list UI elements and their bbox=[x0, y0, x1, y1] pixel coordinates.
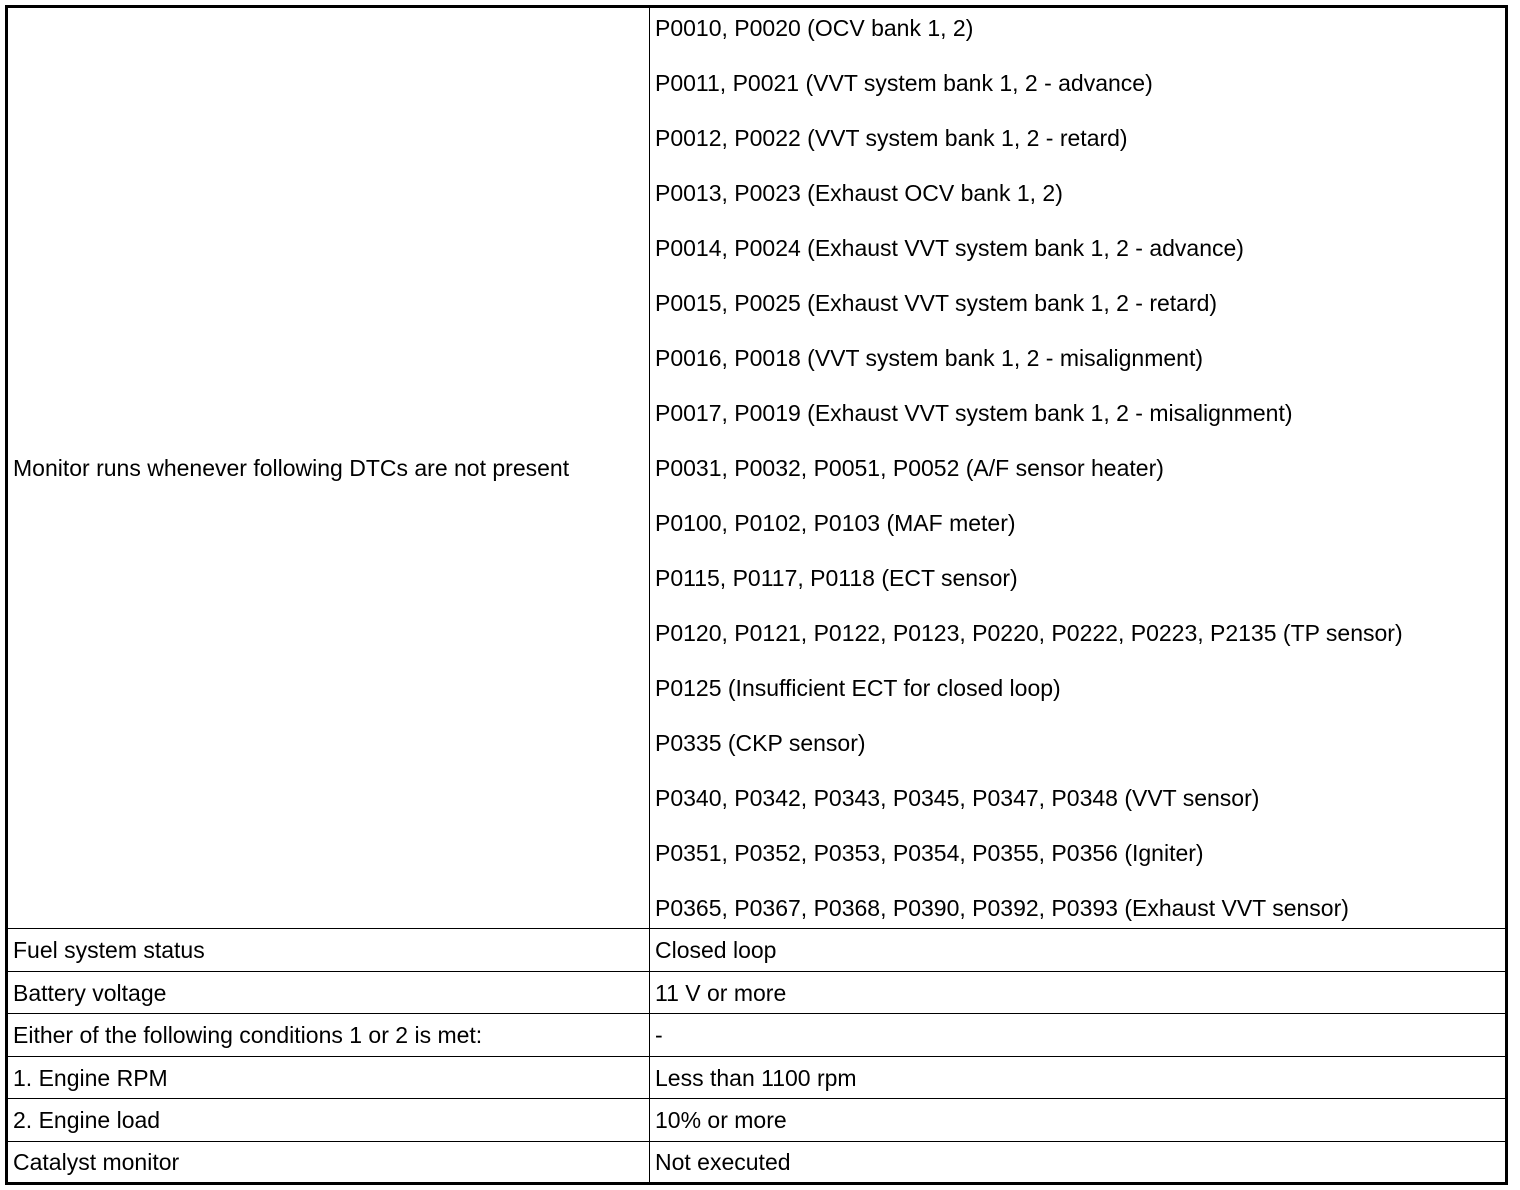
dtc-item: P0115, P0117, P0118 (ECT sensor) bbox=[655, 565, 1018, 591]
dtc-item: P0010, P0020 (OCV bank 1, 2) bbox=[655, 15, 974, 41]
dtc-item: P0013, P0023 (Exhaust OCV bank 1, 2) bbox=[655, 180, 1063, 206]
dtc-item: P0016, P0018 (VVT system bank 1, 2 - misalignment) bbox=[655, 345, 1204, 371]
table-row bbox=[8, 1142, 1505, 1183]
row-value: Less than 1100 rpm bbox=[655, 1064, 857, 1091]
table-row bbox=[8, 1099, 1505, 1142]
row-label: 1. Engine RPM bbox=[13, 1064, 168, 1091]
row-value: Closed loop bbox=[655, 937, 777, 963]
dtc-item: P0015, P0025 (Exhaust VVT system bank 1, 2 - retard) bbox=[655, 290, 1218, 316]
dtc-item: P0351, P0352, P0353, P0354, P0355, P0356 (Igniter) bbox=[655, 840, 1204, 866]
table-row bbox=[8, 929, 1505, 972]
row-value: 10% or more bbox=[655, 1107, 787, 1133]
dtc-item: P0012, P0022 (VVT system bank 1, 2 - retard) bbox=[655, 125, 1128, 151]
dtc-item: P0014, P0024 (Exhaust VVT system bank 1, 2 - advance) bbox=[655, 235, 1244, 261]
dtc-item: P0365, P0367, P0368, P0390, P0392, P0393 (Exhaust VVT sensor) bbox=[655, 895, 1349, 921]
dtc-item: P0335 (CKP sensor) bbox=[655, 730, 866, 756]
dtc-item: P0017, P0019 (Exhaust VVT system bank 1, 2 - misalignment) bbox=[655, 400, 1293, 426]
row-label: Fuel system status bbox=[13, 937, 205, 963]
table-row bbox=[8, 1014, 1505, 1057]
row-value: 11 V or more bbox=[655, 979, 787, 1006]
dtc-item: P0125 (Insufficient ECT for closed loop) bbox=[655, 675, 1061, 701]
row-label: Either of the following conditions 1 or 2 is met: bbox=[13, 1022, 483, 1048]
table-row bbox=[8, 1057, 1505, 1100]
dtc-item: P0100, P0102, P0103 (MAF meter) bbox=[655, 510, 1016, 536]
dtc-item: P0340, P0342, P0343, P0345, P0347, P0348 (VVT sensor) bbox=[655, 785, 1260, 811]
conditions-table bbox=[5, 5, 1508, 1185]
dtc-item: P0031, P0032, P0051, P0052 (A/F sensor heater) bbox=[655, 455, 1164, 481]
dtc-item: P0120, P0121, P0122, P0123, P0220, P0222, P0223, P2135 (TP sensor) bbox=[655, 620, 1403, 646]
table-row-dtc bbox=[8, 8, 1505, 929]
dtc-item: P0011, P0021 (VVT system bank 1, 2 - advance) bbox=[655, 70, 1153, 96]
dtc-row-label: Monitor runs whenever following DTCs are not present bbox=[13, 455, 570, 481]
table-row bbox=[8, 972, 1505, 1015]
row-label: Battery voltage bbox=[13, 979, 167, 1006]
row-value: Not executed bbox=[655, 1148, 791, 1175]
row-label: 2. Engine load bbox=[13, 1107, 161, 1133]
row-value: - bbox=[655, 1022, 663, 1048]
row-label: Catalyst monitor bbox=[13, 1148, 180, 1175]
